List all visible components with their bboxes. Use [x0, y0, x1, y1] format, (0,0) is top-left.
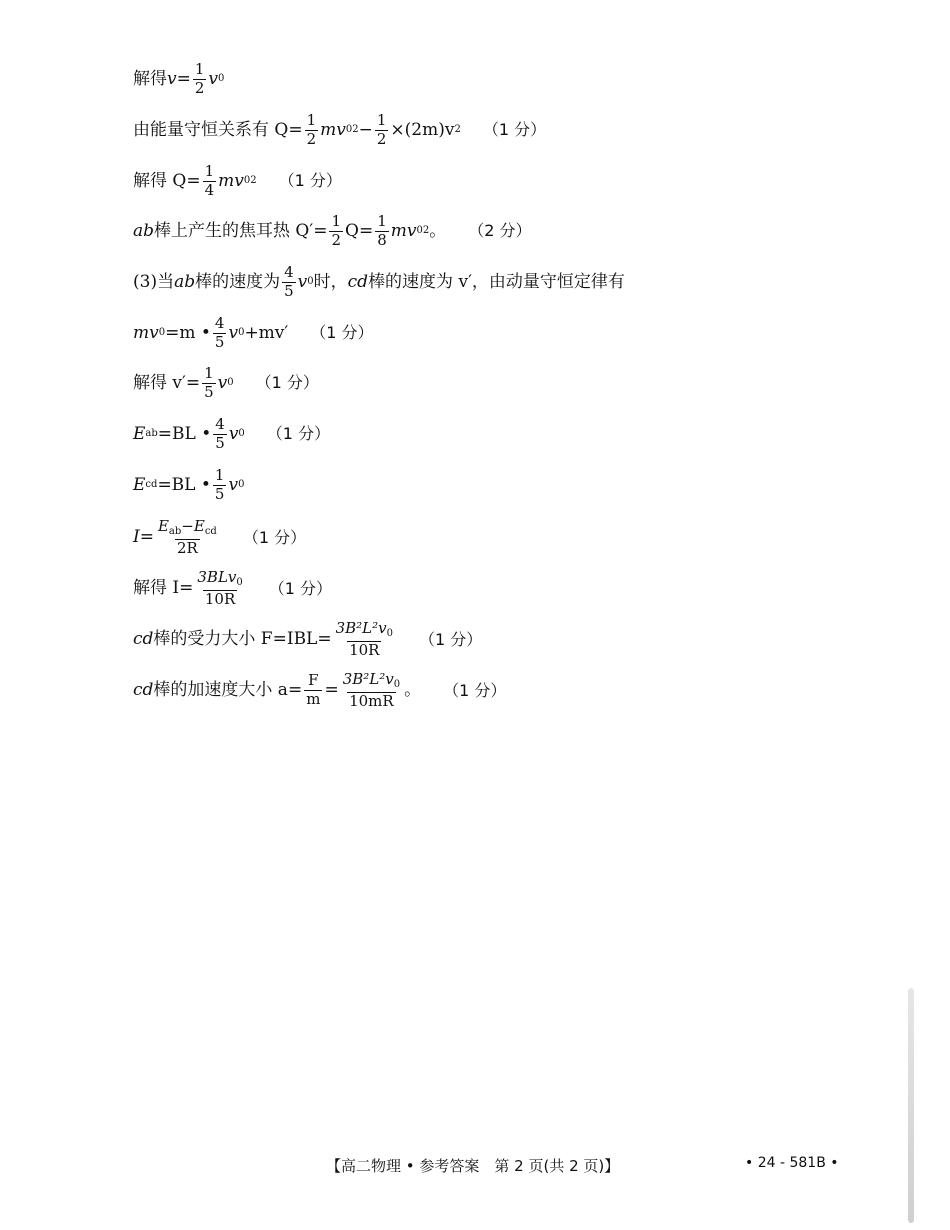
solution-line-11: [133, 570, 332, 607]
text: (3)当: [133, 271, 175, 292]
solution-line-12: [133, 621, 482, 658]
text: 棒的速度为 v′，由动量守恒定律有: [368, 271, 625, 292]
fraction: [375, 113, 389, 148]
denominator: 4: [204, 180, 215, 199]
numerator: [195, 570, 244, 590]
fraction: [202, 366, 216, 401]
subscript: ab: [168, 526, 182, 537]
numerator: [341, 672, 402, 692]
subscript: 0: [416, 225, 423, 237]
var: v: [217, 372, 228, 393]
numerator: [156, 519, 219, 539]
fraction: [195, 570, 244, 607]
var: ab: [174, 271, 196, 292]
fraction: [375, 214, 389, 249]
fraction: [282, 265, 296, 300]
numerator: 1: [331, 212, 342, 230]
subscript: 0: [243, 175, 251, 187]
text: 时，: [313, 271, 348, 292]
fraction: [213, 316, 227, 351]
numerator: 1: [204, 364, 214, 382]
var: v: [208, 68, 219, 89]
text: =BL •: [157, 474, 211, 495]
fraction: [213, 417, 227, 452]
var: E: [133, 474, 146, 495]
score-label: （1 分）: [482, 120, 547, 140]
solution-line-10: [133, 519, 306, 556]
text: 解得 Q=: [133, 170, 201, 191]
var: ab: [133, 220, 155, 241]
var: mv: [218, 170, 244, 191]
denominator: 10R: [349, 640, 380, 659]
solution-line-4: [133, 214, 532, 249]
denominator: 5: [215, 433, 225, 452]
denominator: 2R: [176, 538, 198, 557]
score-label: （1 分）: [268, 578, 333, 598]
subscript: 0: [227, 377, 234, 389]
subscript: 0: [238, 479, 245, 491]
text: 解得 I=: [133, 578, 194, 599]
fraction: [193, 62, 207, 97]
text: =: [324, 680, 339, 701]
var: E: [157, 517, 169, 535]
var: mv: [320, 119, 346, 140]
subscript: 0: [386, 628, 393, 639]
solution-line-3: [133, 164, 342, 199]
numerator: 4: [284, 263, 294, 281]
fraction: [203, 164, 217, 199]
score-label: （1 分）: [443, 680, 507, 700]
fraction: [341, 672, 402, 709]
denominator: 2: [331, 230, 342, 249]
var: 3B²L²v: [342, 670, 394, 688]
text: 解得: [133, 68, 167, 89]
document-code: • 24 - 581B •: [745, 1155, 839, 1171]
text: 棒的速度为: [195, 271, 281, 292]
numerator: 1: [306, 111, 317, 129]
fraction: [213, 468, 227, 503]
numerator: F: [308, 671, 319, 690]
denominator: 2: [306, 129, 317, 148]
subscript: 0: [393, 679, 401, 690]
numerator: 1: [377, 212, 387, 230]
score-label: （1 分）: [255, 373, 319, 393]
fraction: [334, 621, 395, 658]
fraction: [305, 113, 319, 148]
score-label: （1 分）: [266, 424, 331, 444]
text: 解得 v′=: [133, 372, 201, 393]
denominator: 5: [284, 281, 294, 300]
var: v: [228, 423, 239, 444]
var: v: [297, 271, 308, 292]
solution-line-9: [133, 468, 244, 503]
denominator: m: [306, 690, 321, 709]
var: v: [167, 68, 177, 89]
solution-line-2: [133, 113, 546, 148]
numerator: 1: [204, 162, 215, 180]
denominator: 2: [194, 78, 205, 97]
subscript: 0: [238, 327, 245, 339]
subscript: 0: [345, 124, 353, 136]
score-label: （1 分）: [242, 527, 307, 547]
subscript: ab: [145, 428, 158, 440]
denominator: 8: [377, 230, 387, 249]
var: I=: [133, 527, 154, 548]
denominator: 2: [376, 129, 387, 148]
subscript: 0: [307, 276, 314, 288]
text: 棒的受力大小 F=IBL=: [153, 629, 332, 650]
solution-line-8: [133, 417, 330, 452]
var: cd: [347, 271, 369, 292]
solution-line-13: [133, 672, 506, 709]
superscript: 2: [352, 124, 359, 136]
numerator: 1: [214, 466, 225, 484]
var: v: [228, 322, 239, 343]
text: +mv′: [244, 322, 289, 343]
fraction: [329, 214, 343, 249]
denominator: 5: [214, 484, 225, 503]
text: =m •: [165, 322, 211, 343]
numerator: [334, 621, 395, 641]
text: 棒的加速度大小 a=: [153, 680, 303, 701]
text: =BL •: [157, 423, 212, 444]
solution-line-6: [133, 316, 374, 351]
text: 棒上产生的焦耳热 Q′=: [154, 220, 328, 241]
subscript: cd: [145, 479, 158, 491]
text: 。: [429, 220, 447, 241]
superscript: 2: [422, 225, 430, 237]
score-label: （1 分）: [419, 629, 483, 649]
superscript: 2: [250, 175, 257, 187]
var: E: [133, 423, 146, 444]
text: Q=: [345, 220, 374, 241]
score-label: （1 分）: [310, 323, 374, 343]
var: −E: [181, 517, 205, 535]
fraction: [156, 519, 219, 556]
var: cd: [133, 680, 154, 701]
var: 3BLv: [197, 568, 237, 586]
subscript: cd: [204, 526, 217, 537]
numerator: 4: [215, 415, 225, 433]
fraction: [304, 673, 322, 708]
subscript: 0: [236, 577, 243, 588]
score-label: （1 分）: [278, 171, 342, 191]
subscript: 0: [158, 327, 166, 339]
subscript: 0: [218, 73, 225, 85]
numerator: 1: [376, 111, 387, 129]
var: mv: [133, 322, 159, 343]
var: mv: [390, 220, 417, 241]
var: v: [228, 474, 239, 495]
text: 。: [404, 680, 422, 701]
solution-line-5: [133, 265, 625, 300]
numerator: 1: [194, 60, 205, 78]
vertical-scrollbar[interactable]: [908, 988, 914, 1223]
text: =: [176, 68, 191, 89]
var: cd: [133, 629, 154, 650]
score-label: （2 分）: [468, 221, 532, 241]
text: −: [358, 119, 373, 140]
denominator: 10R: [204, 589, 236, 608]
var: 3B²L²v: [335, 619, 387, 637]
subscript: 0: [238, 428, 245, 440]
text: 由能量守恒关系有 Q=: [133, 119, 303, 140]
denominator: 5: [204, 382, 214, 401]
denominator: 5: [214, 332, 225, 351]
solution-line-7: [133, 366, 319, 401]
superscript: 2: [454, 124, 461, 136]
text: ×(2m)v: [390, 119, 455, 140]
solution-line-1: [133, 62, 224, 97]
denominator: 10mR: [349, 691, 394, 710]
numerator: 4: [214, 314, 225, 332]
page-footer-title: 【高二物理 • 参考答案 第 2 页(共 2 页)】: [326, 1157, 620, 1175]
